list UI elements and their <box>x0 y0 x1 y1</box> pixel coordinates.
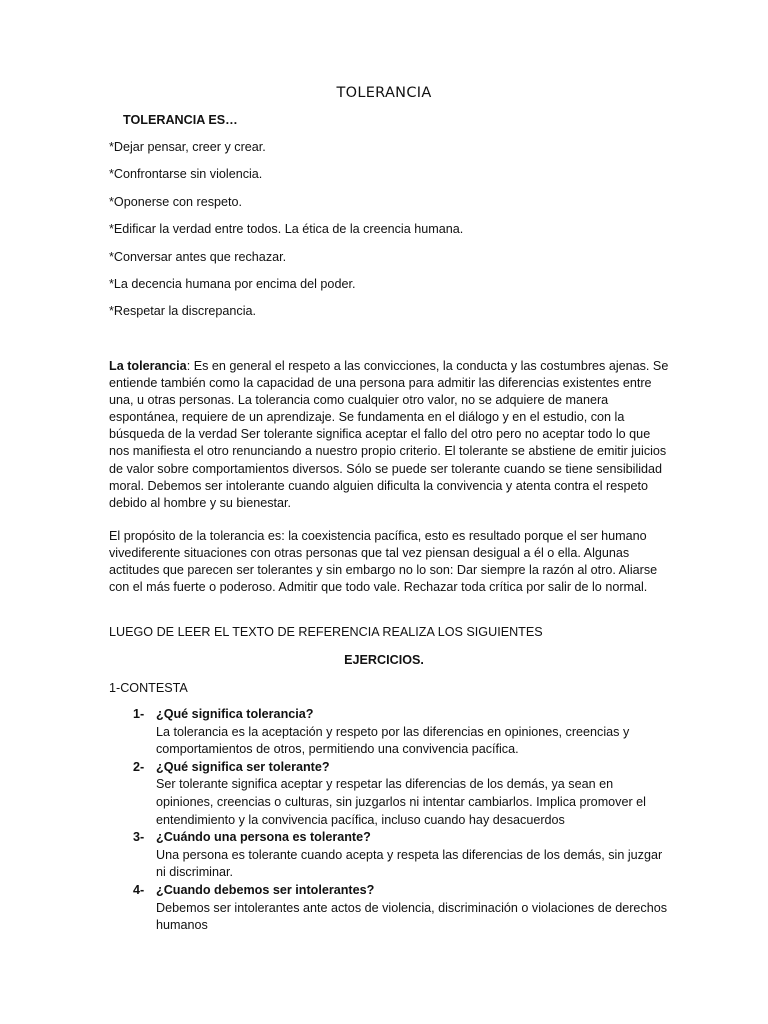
question-number: 2- <box>133 759 145 774</box>
answer-text: Debemos ser intolerantes ante actos de violencia, discriminación o violaciones de derechos humanos <box>156 900 668 933</box>
paragraph-label: La tolerancia <box>109 359 187 373</box>
question-item <box>109 882 669 935</box>
bullet-item: *Confrontarse sin violencia. <box>109 167 263 182</box>
bullet-item: *Edificar la verdad entre todos. La ética de la creencia humana. <box>109 222 464 237</box>
question-item <box>109 829 669 882</box>
document-title: TOLERANCIA <box>336 85 432 101</box>
bullet-item: *Respetar la discrepancia. <box>109 304 257 319</box>
question-number: 1- <box>133 707 145 721</box>
question-text: ¿Cuándo una persona es tolerante? <box>156 830 371 845</box>
question-item <box>109 706 669 759</box>
paragraph-body: : Es en general el respeto a las convicciones, la conducta y las costumbres ajenas. Se entiende también como la capacidad de una persona para admitir las diferencias existentes entre una, u otras personas. La tolerancia como cualquier otro valor, no se adquiere de manera espontánea, requiere de un aprendizaje. Se fundamenta en el diálogo y en el estudio, con la búsqueda de la verdad Ser tolerante significa aceptar el fallo del otro pero no aceptar todo lo que nos manifiesta el otro renunciando a nuestro propio criterio. El tolerante se abstiene de emitir juicios de valor sobre comportamientos diversos. Sólo se puede ser tolerante cuando se tiene sensibilidad moral. Debemos ser intolerante cuando alguien dificulta la convivencia y atenta contra el respeto debido al hombre y su bienestar. <box>109 359 669 510</box>
question-text: ¿Cuando debemos ser intolerantes? <box>156 882 375 897</box>
question-item <box>109 759 669 829</box>
bullet-list <box>109 140 463 332</box>
instruction-line: LUEGO DE LEER EL TEXTO DE REFERENCIA REALIZA LOS SIGUIENTES <box>109 625 543 639</box>
question-list <box>109 706 669 935</box>
question-text: ¿Qué significa tolerancia? <box>156 707 314 721</box>
paragraph-definition <box>109 358 669 512</box>
bullet-item: *La decencia humana por encima del poder. <box>109 276 356 291</box>
bullet-item: *Conversar antes que rechazar. <box>109 249 287 264</box>
paragraph-purpose: El propósito de la tolerancia es: la coexistencia pacífica, esto es resultado porque el ser humano vivediferente situaciones con otras personas que tal vez piensan desigual a él o ella. Algunas actitudes que parecen ser tolerantes y sin embargo no lo son: Dar siempre la razón al otro. Aliarse con el más fuerte o poderoso. Admitir que todo vale. Rechazar toda crítica por salir de lo normal. <box>109 529 658 595</box>
answer-text: Una persona es tolerante cuando acepta y respeta las diferencias de los demás, sin juzgar ni discriminar. <box>156 847 663 880</box>
bullet-item: *Oponerse con respeto. <box>109 194 243 209</box>
answer-text: La tolerancia es la aceptación y respeto por las diferencias en opiniones, creencias y comportamientos de otros, permitiendo una convivencia pacífica. <box>156 724 630 757</box>
question-text: ¿Qué significa ser tolerante? <box>156 759 330 774</box>
section-heading: TOLERANCIA ES… <box>123 113 238 127</box>
answer-text: Ser tolerante significa aceptar y respetar las diferencias de los demás, ya sean en opiniones, creencias o culturas, sin juzgarlos ni intentar cambiarlos. Implica promover el entendimiento y la convivencia pacífica, incluso cuando hay desacuerdos <box>156 777 646 827</box>
section-label: 1-CONTESTA <box>109 681 188 695</box>
exercises-title: EJERCICIOS. <box>344 653 424 667</box>
bullet-item: *Dejar pensar, creer y crear. <box>109 140 266 154</box>
question-number: 4- <box>133 882 145 897</box>
question-number: 3- <box>133 830 145 845</box>
